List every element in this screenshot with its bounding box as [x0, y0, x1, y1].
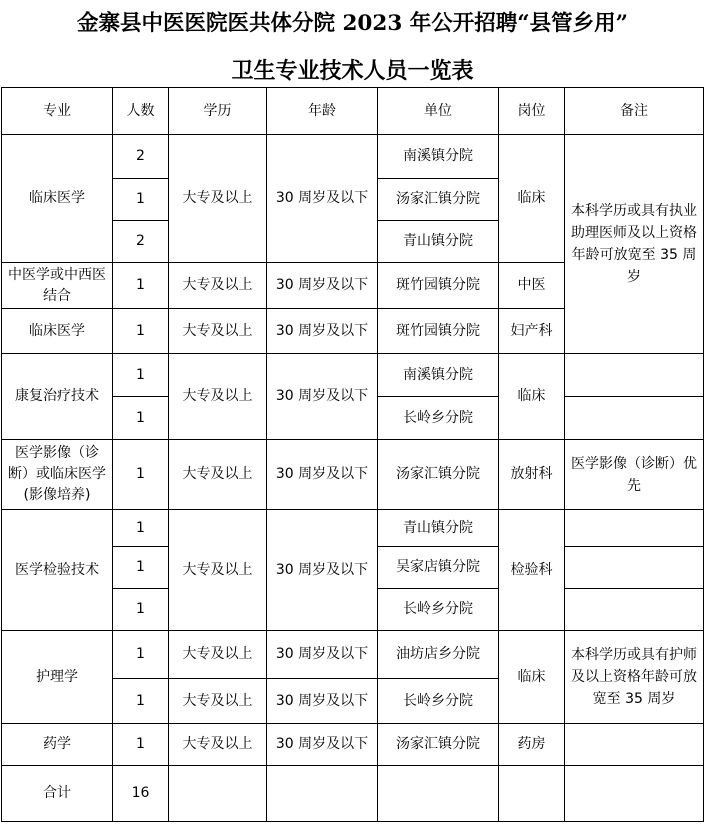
- unit-cell: 青山镇分院: [378, 221, 499, 263]
- empty-cell: [565, 766, 704, 822]
- post-cell: 中医: [499, 263, 565, 309]
- header-row: [2, 88, 704, 135]
- empty-cell: [378, 766, 499, 822]
- unit-cell: 油坊店乡分院: [378, 631, 499, 679]
- education-cell: 大专及以上: [169, 631, 267, 679]
- age-cell: 30 周岁及以下: [267, 309, 378, 354]
- count-cell: 1: [113, 631, 169, 679]
- education-cell: 大专及以上: [169, 440, 267, 510]
- education-cell: 大专及以上: [169, 679, 267, 724]
- post-cell: 检验科: [499, 510, 565, 631]
- education-cell: 大专及以上: [169, 510, 267, 631]
- table-row: [2, 724, 704, 766]
- age-cell: 30 周岁及以下: [267, 263, 378, 309]
- unit-cell: 青山镇分院: [378, 510, 499, 547]
- age-cell: 30 周岁及以下: [267, 135, 378, 263]
- major-cell: 护理学: [2, 631, 113, 724]
- unit-cell: 汤家汇镇分院: [378, 179, 499, 221]
- count-cell: 1: [113, 263, 169, 309]
- document-subtitle: 卫生专业技术人员一览表: [231, 58, 474, 84]
- education-cell: 大专及以上: [169, 724, 267, 766]
- age-cell: 30 周岁及以下: [267, 679, 378, 724]
- education-cell: 大专及以上: [169, 309, 267, 354]
- table-row: [2, 631, 704, 679]
- major-cell: 临床医学: [2, 309, 113, 354]
- total-count: 16: [113, 766, 169, 822]
- major-cell: 康复治疗技术: [2, 354, 113, 440]
- age-cell: 30 周岁及以下: [267, 510, 378, 631]
- table-row: [2, 135, 704, 179]
- unit-cell: 斑竹园镇分院: [378, 263, 499, 309]
- empty-cell: [169, 766, 267, 822]
- header-count: 人数: [113, 88, 169, 135]
- post-cell: 药房: [499, 724, 565, 766]
- post-cell: 放射科: [499, 440, 565, 510]
- note-cell: [565, 510, 704, 547]
- total-row: [2, 766, 704, 822]
- post-cell: 临床: [499, 631, 565, 724]
- note-cell: 医学影像（诊断）优先: [565, 440, 704, 510]
- unit-cell: 长岭乡分院: [378, 397, 499, 440]
- age-cell: 30 周岁及以下: [267, 354, 378, 440]
- major-cell: 临床医学: [2, 135, 113, 263]
- unit-cell: 汤家汇镇分院: [378, 440, 499, 510]
- post-cell: 临床: [499, 354, 565, 440]
- age-cell: 30 周岁及以下: [267, 440, 378, 510]
- note-cell: 本科学历或具有执业助理医师及以上资格年龄可放宽至 35 周岁: [565, 135, 704, 354]
- header-note: 备注: [565, 88, 704, 135]
- major-cell: 医学影像（诊断）或临床医学(影像培养): [2, 440, 113, 510]
- unit-cell: 南溪镇分院: [378, 135, 499, 179]
- unit-cell: 长岭乡分院: [378, 679, 499, 724]
- total-label: 合计: [2, 766, 113, 822]
- note-cell: 本科学历或具有护师及以上资格年龄可放宽至 35 周岁: [565, 631, 704, 724]
- count-cell: 1: [113, 679, 169, 724]
- recruitment-table: [1, 87, 704, 822]
- count-cell: 1: [113, 179, 169, 221]
- count-cell: 1: [113, 309, 169, 354]
- empty-cell: [267, 766, 378, 822]
- empty-cell: [499, 766, 565, 822]
- unit-cell: 长岭乡分院: [378, 589, 499, 631]
- count-cell: 1: [113, 589, 169, 631]
- age-cell: 30 周岁及以下: [267, 631, 378, 679]
- table-row: [2, 354, 704, 397]
- unit-cell: 斑竹园镇分院: [378, 309, 499, 354]
- table-row: [2, 440, 704, 510]
- count-cell: 2: [113, 221, 169, 263]
- header-education: 学历: [169, 88, 267, 135]
- education-cell: 大专及以上: [169, 354, 267, 440]
- header-post: 岗位: [499, 88, 565, 135]
- post-cell: 妇产科: [499, 309, 565, 354]
- header-unit: 单位: [378, 88, 499, 135]
- major-cell: 药学: [2, 724, 113, 766]
- note-cell: [565, 354, 704, 397]
- count-cell: 1: [113, 547, 169, 589]
- count-cell: 1: [113, 510, 169, 547]
- count-cell: 1: [113, 354, 169, 397]
- header-age: 年龄: [267, 88, 378, 135]
- table-row: [2, 510, 704, 547]
- header-major: 专业: [2, 88, 113, 135]
- major-cell: 医学检验技术: [2, 510, 113, 631]
- major-cell: 中医学或中西医结合: [2, 263, 113, 309]
- age-cell: 30 周岁及以下: [267, 724, 378, 766]
- education-cell: 大专及以上: [169, 135, 267, 263]
- count-cell: 1: [113, 440, 169, 510]
- unit-cell: 南溪镇分院: [378, 354, 499, 397]
- post-cell: 临床: [499, 135, 565, 263]
- count-cell: 1: [113, 397, 169, 440]
- count-cell: 2: [113, 135, 169, 179]
- unit-cell: 吴家店镇分院: [378, 547, 499, 589]
- document-title: 金寨县中医医院医共体分院 2023 年公开招聘“县管乡用”: [76, 11, 629, 36]
- count-cell: 1: [113, 724, 169, 766]
- note-cell: [565, 589, 704, 631]
- note-cell: [565, 547, 704, 589]
- note-cell: [565, 724, 704, 766]
- note-cell: [565, 397, 704, 440]
- education-cell: 大专及以上: [169, 263, 267, 309]
- unit-cell: 汤家汇镇分院: [378, 724, 499, 766]
